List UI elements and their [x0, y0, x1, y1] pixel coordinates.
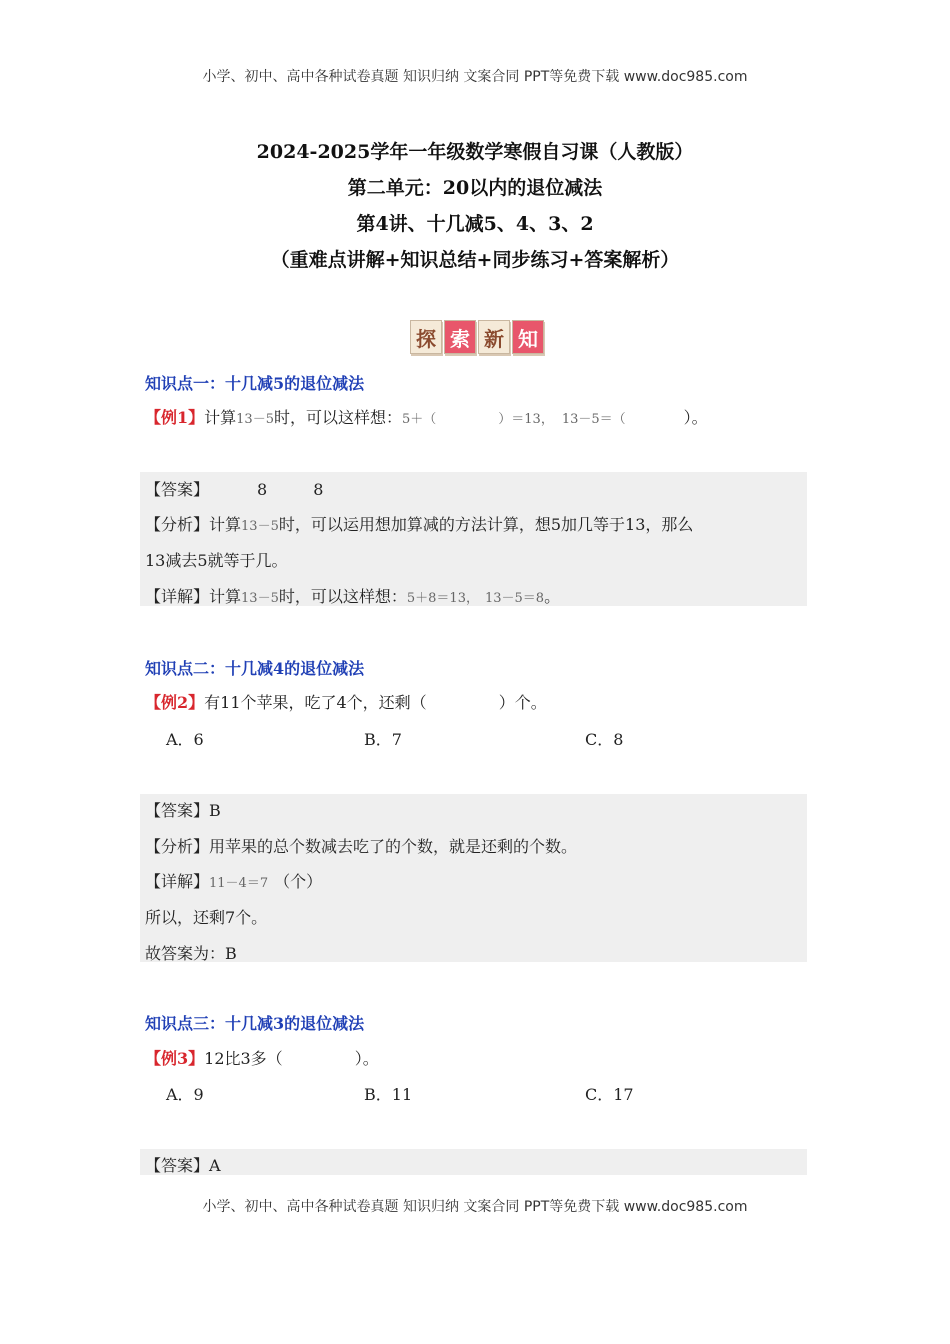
q-text: ）。: [354, 1049, 379, 1068]
banner-char: 新: [478, 320, 510, 354]
math: 13－5: [241, 519, 279, 534]
kp3-title: 知识点三：十几减3的退位减法: [145, 1014, 365, 1033]
kp2-analysis: [145, 834, 577, 857]
q-text: ）。: [683, 408, 708, 427]
kp1-question: [145, 405, 708, 428]
math: ）＝13，: [498, 412, 554, 427]
option-b: B．7: [364, 730, 402, 749]
kp1-analysis: [145, 512, 693, 535]
detail-text: 时，可以这样想：: [278, 587, 407, 606]
kp2-detail-line2: 所以，还剩7个。: [145, 908, 268, 927]
answer-value: 8: [313, 480, 324, 499]
math: 13－5: [241, 591, 279, 606]
answer-tag: 【答案】: [145, 801, 210, 820]
option-a: A．6: [166, 730, 204, 749]
q-text: 有11个苹果，吃了4个，还剩（: [204, 693, 427, 712]
example-tag: 【例3】: [145, 1049, 205, 1068]
q-text: ）个。: [498, 693, 547, 712]
example-tag: 【例1】: [145, 408, 205, 427]
kp3-answer: [145, 1153, 221, 1176]
answer-tag: 【答案】: [145, 1156, 210, 1175]
math: 5＋（: [402, 412, 437, 427]
math: 13－5＝（: [561, 412, 626, 427]
analysis-text: 用苹果的总个数减去吃了的个数，就是还剩的个数。: [209, 837, 578, 856]
q-text: 12比3多（: [204, 1049, 283, 1068]
kp2-answer: [145, 798, 221, 821]
kp2-detail: [145, 869, 322, 892]
q-text: 计算: [204, 408, 237, 427]
example-tag: 【例2】: [145, 693, 205, 712]
kp2-title: 知识点二：十几减4的退位减法: [145, 659, 365, 678]
kp3-answer-box: [140, 1149, 807, 1175]
option-a: A．9: [166, 1085, 204, 1104]
banner-char: 探: [410, 320, 442, 354]
banner-char: 知: [512, 320, 544, 354]
answer-tag: 【答案】: [145, 480, 210, 499]
answer-value: A: [209, 1156, 221, 1175]
detail-text: （个）: [274, 872, 323, 891]
title-line-1: 2024-2025学年一年级数学寒假自习课（人教版）: [256, 141, 694, 163]
title-line-3: 第4讲、十几减5、4、3、2: [356, 213, 594, 235]
explore-banner: [410, 320, 544, 354]
math: 13－5＝8: [484, 591, 545, 606]
analysis-text: 计算: [209, 515, 242, 534]
math: 11－4＝7: [209, 876, 269, 891]
kp2-question: [145, 690, 547, 713]
title-line-4: （重难点讲解+知识总结+同步练习+答案解析）: [270, 249, 680, 271]
kp1-analysis-cont: 13减去5就等于几。: [145, 551, 288, 570]
detail-text: 。: [544, 587, 561, 606]
banner-char: 索: [444, 320, 476, 354]
kp1-title: 知识点一：十几减5的退位减法: [145, 374, 365, 393]
option-c: C．17: [585, 1085, 634, 1104]
detail-tag: 【详解】: [145, 872, 210, 891]
page-header: 小学、初中、高中各种试卷真题 知识归纳 文案合同 PPT等免费下载 www.doc985.com: [202, 69, 748, 85]
page-footer: 小学、初中、高中各种试卷真题 知识归纳 文案合同 PPT等免费下载 www.doc985.com: [202, 1199, 748, 1215]
kp1-detail: [145, 584, 560, 607]
kp1-answer: [145, 477, 323, 500]
title-line-2: 第二单元：20以内的退位减法: [347, 177, 603, 199]
analysis-tag: 【分析】: [145, 515, 210, 534]
detail-tag: 【详解】: [145, 587, 210, 606]
detail-text: 计算: [209, 587, 242, 606]
analysis-text: 时，可以运用想加算减的方法计算，想5加几等于13，那么: [278, 515, 694, 534]
kp3-question: [145, 1046, 379, 1069]
q-text: 时，可以这样想：: [273, 408, 402, 427]
analysis-tag: 【分析】: [145, 837, 210, 856]
title-block: [0, 134, 950, 278]
kp2-detail-line3: 故答案为：B: [145, 944, 237, 963]
option-c: C．8: [585, 730, 624, 749]
answer-value: B: [209, 801, 221, 820]
math: 5＋8＝13，: [406, 591, 479, 606]
math: 13－5: [236, 412, 274, 427]
option-b: B．11: [364, 1085, 413, 1104]
answer-value: 8: [257, 480, 268, 499]
